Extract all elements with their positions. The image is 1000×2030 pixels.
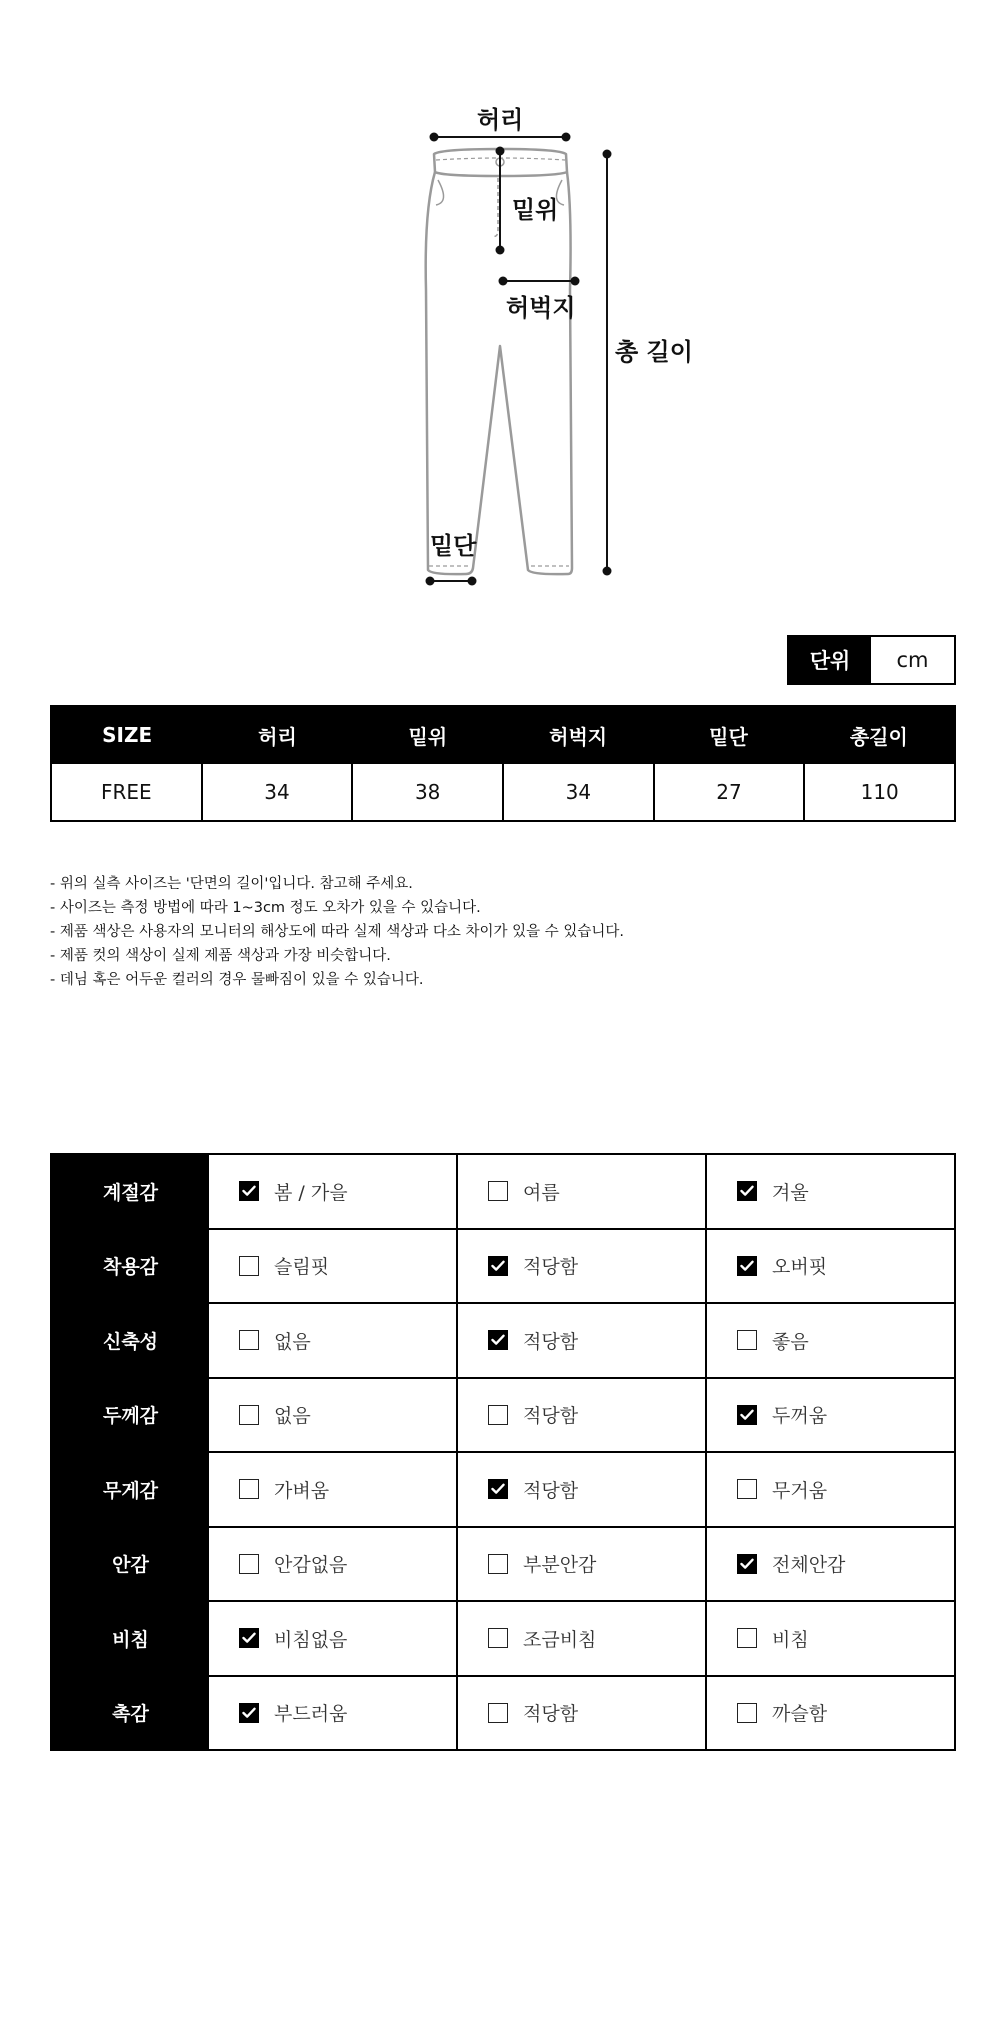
attribute-option-label: 안감없음 — [274, 1554, 348, 1577]
note-line: - 제품 색상은 사용자의 모니터의 해상도에 따라 실제 색상과 다소 차이가 있을 수 있습니다. — [50, 924, 625, 940]
attribute-option-label: 슬림핏 — [274, 1256, 330, 1279]
attribute-option-label: 까슬함 — [772, 1703, 828, 1726]
attribute-name: 촉감 — [52, 1677, 209, 1750]
attribute-option-label: 없음 — [274, 1330, 311, 1353]
size-header-cell: 총길이 — [849, 724, 908, 749]
attribute-option — [705, 1677, 954, 1750]
product-attributes-table — [50, 1153, 956, 1751]
pants-measurement-diagram — [380, 90, 720, 600]
checkbox-checked-icon — [737, 1405, 757, 1425]
attribute-option — [209, 1230, 456, 1303]
attribute-option-label: 조금비침 — [523, 1628, 597, 1651]
attribute-option-label: 겨울 — [772, 1181, 809, 1204]
checkbox-checked-icon — [488, 1330, 508, 1350]
checkbox-checked-icon — [737, 1181, 757, 1201]
size-table-row — [52, 763, 954, 820]
attribute-option-label: 적당함 — [523, 1479, 579, 1502]
thigh-label: 허벅지 — [506, 294, 576, 322]
attribute-option-label: 없음 — [274, 1405, 311, 1428]
attribute-option-label: 적당함 — [523, 1330, 579, 1353]
checkbox-unchecked-icon — [239, 1330, 259, 1350]
note-line: - 제품 컷의 색상이 실제 제품 색상과 가장 비슷합니다. — [50, 948, 391, 964]
attribute-option — [456, 1155, 705, 1228]
attribute-option — [209, 1602, 456, 1675]
checkbox-unchecked-icon — [488, 1554, 508, 1574]
attribute-row — [52, 1302, 954, 1377]
size-header-cell: SIZE — [102, 723, 153, 747]
size-table — [50, 705, 956, 822]
attribute-name: 신축성 — [52, 1304, 209, 1377]
attribute-option — [456, 1528, 705, 1601]
checkbox-unchecked-icon — [737, 1703, 757, 1723]
attribute-option-label: 가벼움 — [274, 1479, 330, 1502]
checkbox-checked-icon — [239, 1628, 259, 1648]
total-length-label: 총 길이 — [615, 338, 693, 366]
checkbox-unchecked-icon — [488, 1703, 508, 1723]
attribute-name: 두께감 — [52, 1379, 209, 1452]
hem-label: 밑단 — [430, 532, 477, 560]
rise-label: 밑위 — [512, 196, 559, 224]
attribute-option — [705, 1379, 954, 1452]
attribute-option-label: 오버핏 — [772, 1256, 828, 1279]
attribute-option — [209, 1304, 456, 1377]
checkbox-unchecked-icon — [239, 1256, 259, 1276]
attribute-option-label: 부분안감 — [523, 1554, 597, 1577]
checkbox-checked-icon — [239, 1181, 259, 1201]
attribute-option-label: 봄 / 가을 — [274, 1181, 348, 1204]
attribute-row — [52, 1228, 954, 1303]
note-line: - 위의 실측 사이즈는 '단면의 길이'입니다. 참고해 주세요. — [50, 876, 413, 892]
attribute-option — [705, 1602, 954, 1675]
attribute-option — [209, 1379, 456, 1452]
attribute-option-label: 적당함 — [523, 1256, 579, 1279]
checkbox-unchecked-icon — [737, 1330, 757, 1350]
checkbox-unchecked-icon — [737, 1479, 757, 1499]
attribute-row — [52, 1526, 954, 1601]
attribute-name: 안감 — [52, 1528, 209, 1601]
attribute-name: 착용감 — [52, 1230, 209, 1303]
attribute-option-label: 적당함 — [523, 1703, 579, 1726]
unit-label: 단위 — [789, 637, 871, 683]
checkbox-unchecked-icon — [488, 1181, 508, 1201]
attribute-option — [209, 1528, 456, 1601]
attribute-option-label: 비침 — [772, 1628, 809, 1651]
attribute-option — [705, 1453, 954, 1526]
attribute-option — [456, 1230, 705, 1303]
attribute-option-label: 두꺼움 — [772, 1405, 828, 1428]
attribute-option — [456, 1453, 705, 1526]
note-line: - 사이즈는 측정 방법에 따라 1~3cm 정도 오차가 있을 수 있습니다. — [50, 900, 481, 916]
attribute-option-label: 무거움 — [772, 1479, 828, 1502]
attribute-row — [52, 1451, 954, 1526]
attribute-option — [456, 1677, 705, 1750]
attribute-option — [456, 1379, 705, 1452]
attribute-name: 비침 — [52, 1602, 209, 1675]
attribute-option-label: 적당함 — [523, 1405, 579, 1428]
size-cell: FREE — [100, 780, 152, 804]
attribute-option — [209, 1677, 456, 1750]
checkbox-checked-icon — [737, 1256, 757, 1276]
attribute-option — [456, 1602, 705, 1675]
attribute-name: 무게감 — [52, 1453, 209, 1526]
attribute-option — [705, 1155, 954, 1228]
attribute-row — [52, 1155, 954, 1228]
attribute-row — [52, 1675, 954, 1750]
unit-indicator — [787, 635, 956, 685]
attribute-row — [52, 1377, 954, 1452]
attribute-option-label: 비침없음 — [274, 1628, 348, 1651]
size-cell: 34 — [201, 764, 352, 820]
checkbox-unchecked-icon — [737, 1628, 757, 1648]
checkbox-checked-icon — [737, 1554, 757, 1574]
checkbox-unchecked-icon — [239, 1554, 259, 1574]
checkbox-unchecked-icon — [239, 1405, 259, 1425]
attribute-option-label: 여름 — [523, 1181, 560, 1204]
checkbox-unchecked-icon — [488, 1628, 508, 1648]
checkbox-checked-icon — [239, 1703, 259, 1723]
attribute-option — [705, 1528, 954, 1601]
size-cell: 38 — [351, 764, 502, 820]
size-cell: 27 — [653, 764, 804, 820]
size-cell: 34 — [502, 764, 653, 820]
checkbox-checked-icon — [488, 1479, 508, 1499]
attribute-option — [456, 1304, 705, 1377]
attribute-option — [209, 1155, 456, 1228]
note-line: - 데님 혹은 어두운 컬러의 경우 물빠짐이 있을 수 있습니다. — [50, 972, 424, 988]
waist-label: 허리 — [477, 106, 524, 134]
checkbox-unchecked-icon — [239, 1479, 259, 1499]
attribute-name: 계절감 — [52, 1155, 209, 1228]
attribute-row — [52, 1600, 954, 1675]
size-notes — [50, 872, 956, 992]
attribute-option — [705, 1230, 954, 1303]
attribute-option — [705, 1304, 954, 1377]
size-cell: 110 — [803, 764, 954, 820]
checkbox-unchecked-icon — [488, 1405, 508, 1425]
size-header-cell: 밑단 — [709, 724, 748, 749]
size-header-cell: 허벅지 — [549, 724, 608, 749]
attribute-option-label: 좋음 — [772, 1330, 809, 1353]
size-header-cell: 밑위 — [408, 724, 448, 749]
attribute-option — [209, 1453, 456, 1526]
unit-value: cm — [896, 648, 929, 672]
attribute-option-label: 부드러움 — [274, 1703, 348, 1726]
checkbox-checked-icon — [488, 1256, 508, 1276]
attribute-option-label: 전체안감 — [772, 1554, 846, 1577]
size-table-header — [52, 707, 954, 763]
size-header-cell: 허리 — [258, 724, 297, 749]
